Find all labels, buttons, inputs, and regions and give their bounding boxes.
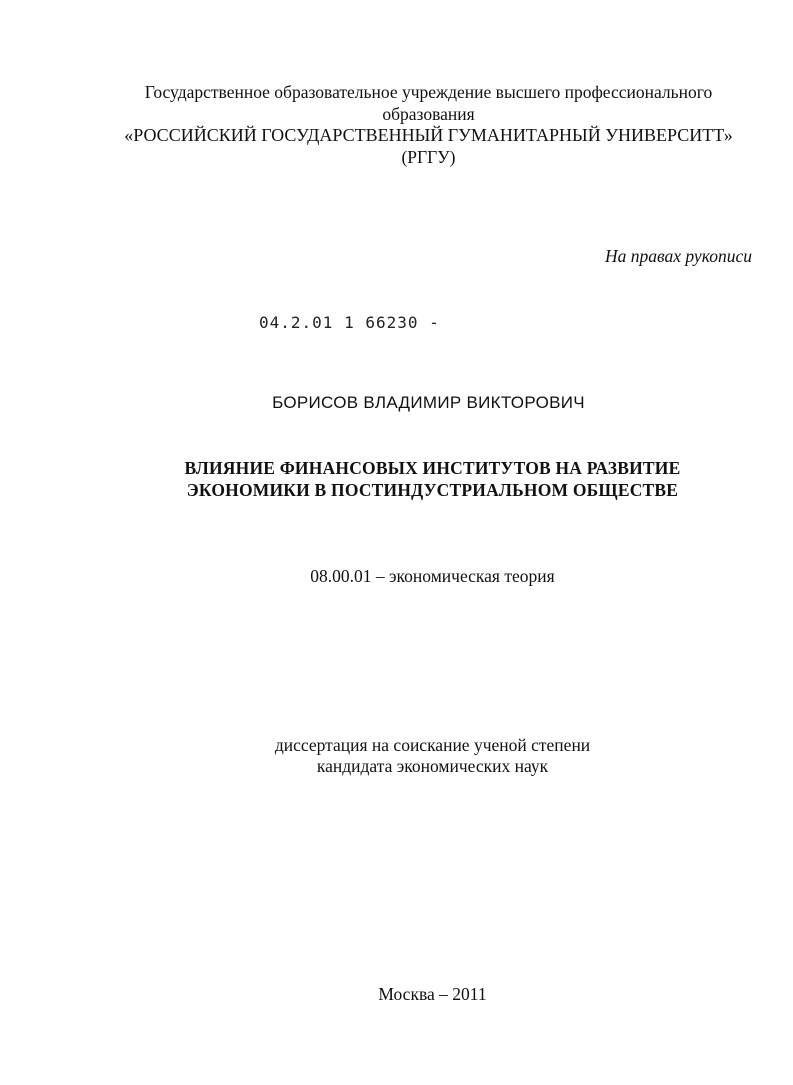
university-abbreviation: (РГГУ) [401, 147, 456, 167]
author-name: БОРИСОВ ВЛАДИМИР ВИКТОРОВИЧ [272, 393, 585, 412]
institution-line-1: Государственное образовательное учреждение высшего профессионального [144, 82, 713, 102]
thesis-title-line-2: ЭКОНОМИКИ В ПОСТИНДУСТРИАЛЬНОМ ОБЩЕСТВЕ [186, 480, 679, 500]
place-and-year: Москва – 2011 [378, 984, 487, 1004]
manuscript-rights-note: На правах рукописи [605, 246, 752, 266]
specialty-code: 08.00.01 – экономическая теория [310, 566, 555, 586]
registration-stamp: 04.2.01 1 66230 - [259, 313, 440, 332]
university-name: «РОССИЙСКИЙ ГОСУДАРСТВЕННЫЙ ГУМАНИТАРНЫЙ УНИВЕРСИТТ» [124, 125, 733, 145]
degree-line-1: диссертация на соискание ученой степени [274, 735, 591, 755]
degree-line-2: кандидата экономических наук [316, 756, 549, 776]
institution-line-2: образования [382, 104, 475, 124]
thesis-title-line-1: ВЛИЯНИЕ ФИНАНСОВЫХ ИНСТИТУТОВ НА РАЗВИТИЕ [184, 458, 681, 478]
